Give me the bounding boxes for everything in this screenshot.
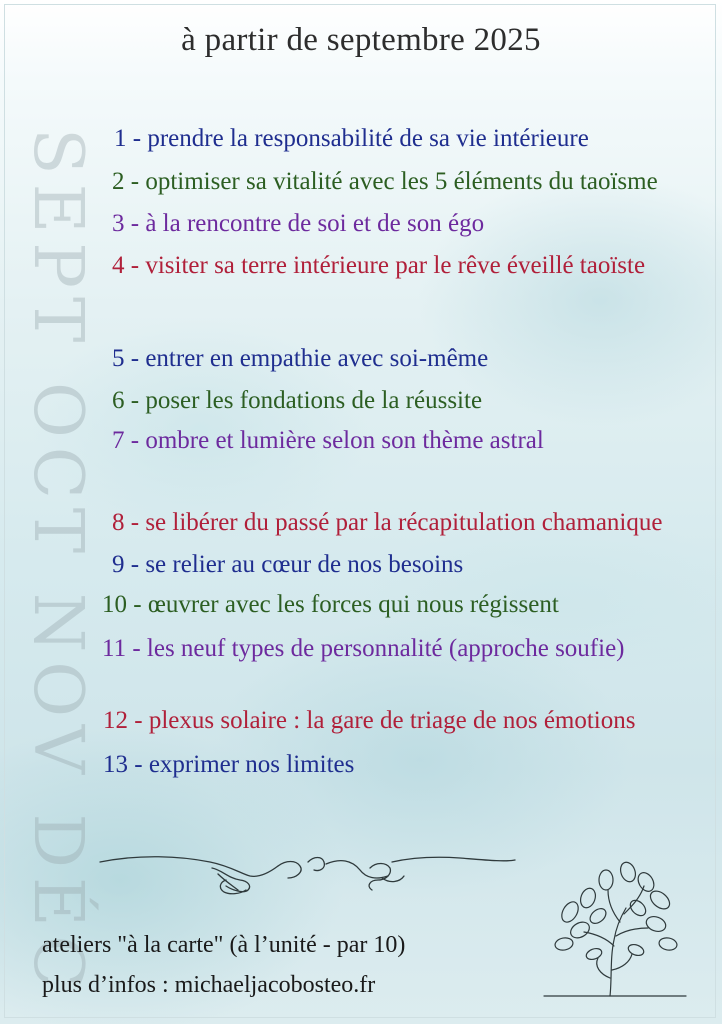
footer-pricing-text: ateliers "à la carte" (à l’unité - par 10)	[42, 932, 406, 958]
workshop-item-13: 13 - exprimer nos limites	[103, 751, 355, 778]
workshop-item-1: 1 - prendre la responsabilité de sa vie intérieure	[114, 125, 589, 152]
workshop-item-11: 11 - les neuf types de personnalité (approche soufie)	[102, 635, 625, 662]
months-vertical-text: SEPT OCT NOV DÉC	[18, 128, 97, 997]
workshop-item-6: 6 - poser les fondations de la réussite	[112, 387, 483, 414]
workshop-item-8: 8 - se libérer du passé par la récapitulation chamanique	[112, 509, 663, 536]
workshop-item-5: 5 - entrer en empathie avec soi-même	[112, 345, 489, 372]
tree-line-drawing	[540, 858, 690, 1000]
footer-website-text: plus d’infos : michaeljacobosteo.fr	[42, 972, 376, 998]
workshop-item-3: 3 - à la rencontre de soi et de son égo	[112, 210, 485, 237]
workshop-item-2: 2 - optimiser sa vitalité avec les 5 éléments du taoïsme	[112, 168, 658, 195]
workshop-item-10: 10 - œuvrer avec les forces qui nous régissent	[102, 591, 559, 618]
workshop-item-12: 12 - plexus solaire : la gare de triage de nos émotions	[103, 707, 636, 734]
page-title: à partir de septembre 2025	[181, 22, 541, 58]
workshop-item-4: 4 - visiter sa terre intérieure par le rêve éveillé taoïste	[112, 252, 646, 279]
hands-line-drawing	[100, 850, 520, 910]
workshop-item-9: 9 - se relier au cœur de nos besoins	[112, 551, 464, 578]
workshop-item-7: 7 - ombre et lumière selon son thème astral	[112, 427, 544, 454]
